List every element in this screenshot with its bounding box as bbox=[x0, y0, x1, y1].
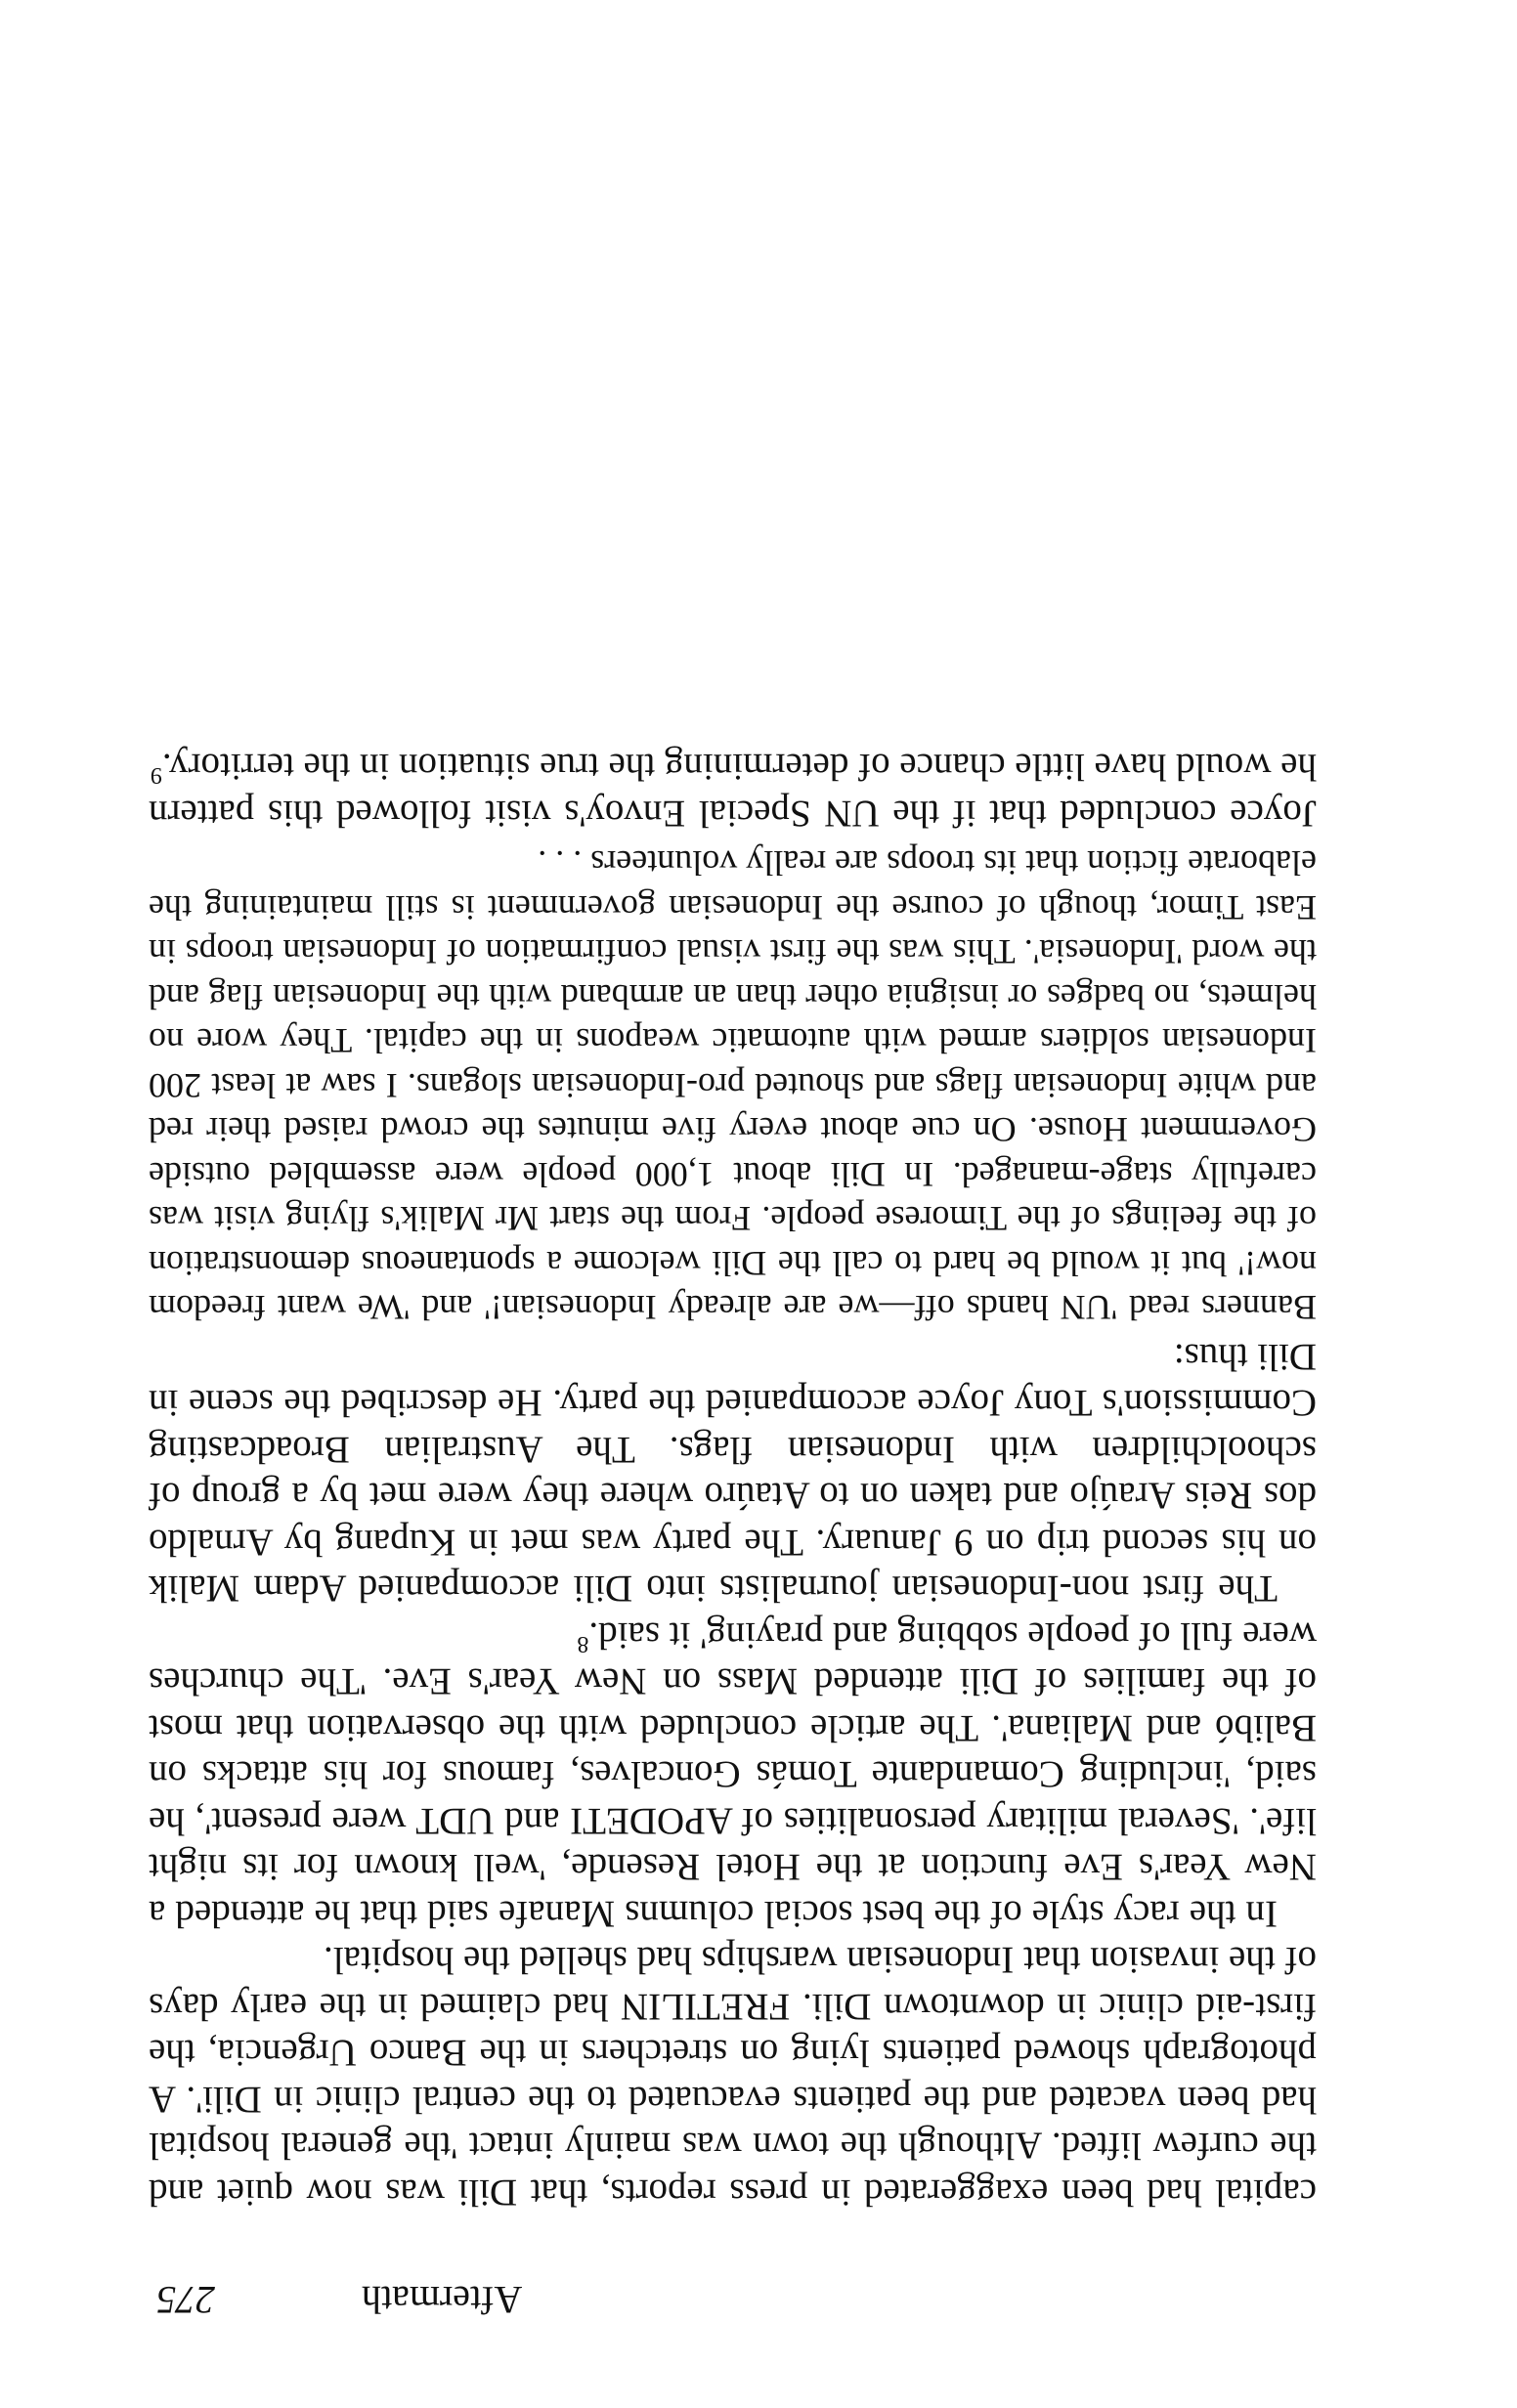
running-head bbox=[149, 2255, 1317, 2323]
block-quote-text: Banners read 'UN hands off—we are already Indonesian!' and 'We want freedom now!' but it would be hard to call the Dili welcome a spontaneous demonstration of the feelings of the Timorese people. From the start Mr Malik's flying visit was carefully stage-managed. In Dili about 1,000 people were assembled outside Government House. On cue about every five minutes the crowd raised their red and white Indonesian flags and shouted pro-Indonesian slogans. I saw at least 200 Indonesian soldiers armed with automatic weapons in the capital. They wore no helmets, no badges or insignia other than an armband with the Indonesian flag and the word 'Indonesia'. This was the first visual confirmation of Indonesian troops in East Timor, though of course the Indonesian government is still maintaining the elaborate fiction that its troops are really volunteers . . . bbox=[149, 843, 1317, 1328]
footnote-marker: 8 bbox=[577, 1631, 589, 1656]
running-head-title: Aftermath bbox=[362, 2278, 523, 2322]
page-number: 275 bbox=[156, 2278, 215, 2322]
footnote-marker: 9 bbox=[150, 762, 162, 789]
paragraph bbox=[149, 744, 1317, 837]
paragraph bbox=[149, 1612, 1317, 1938]
paragraph-text: Joyce concluded that if the UN Special Envoy's visit followed this pattern he would have little chance of determining the true situation in the territory. bbox=[149, 746, 1317, 835]
paragraph bbox=[149, 1334, 1317, 1612]
paragraph bbox=[149, 1937, 1317, 2215]
paragraph-text: In the racy style of the best social columns Manafe said that he attended a New Year's Eve function at the Hotel Resende, 'well known for its night life'. 'Several military personalities of APODETI and UDT were present', he said, 'including Comandante Tomás Goncalves, famous for his attacks on Balibó and Maliana'. The article concluded with the observation that most of the families of Dili attended Mass on New Year's Eve. 'The churches were full of people sobbing and praying' it said. bbox=[149, 1614, 1317, 1935]
text-block bbox=[149, 744, 1317, 2323]
paragraph-text: The first non-Indonesian journalists into Dili accompanied Adam Malik on his second trip on 9 January. The party was met in Kupang by Arnaldo dos Reis Araújo and taken on to Ataúro where they were met by a group of schoolchildren with Indonesian flags. The Australian Broadcasting Commission's Tony Joyce accompanied the party. He described the scene in Dili thus: bbox=[149, 1336, 1317, 1611]
block-quote bbox=[149, 840, 1317, 1330]
paragraph-text: capital had been exaggerated in press reports, that Dili was now quiet and the curfew lifted. Although the town was mainly intact 'the general hospital had been vacated and the patients evacuated to the central clinic in Dili'. A photograph showed patients lying on stretchers in the Banco Urgencia, the first-aid clinic in downtown Dili. FRETILIN had claimed in the early days of the invasion that Indonesian warships had shelled the hospital. bbox=[149, 1939, 1317, 2214]
